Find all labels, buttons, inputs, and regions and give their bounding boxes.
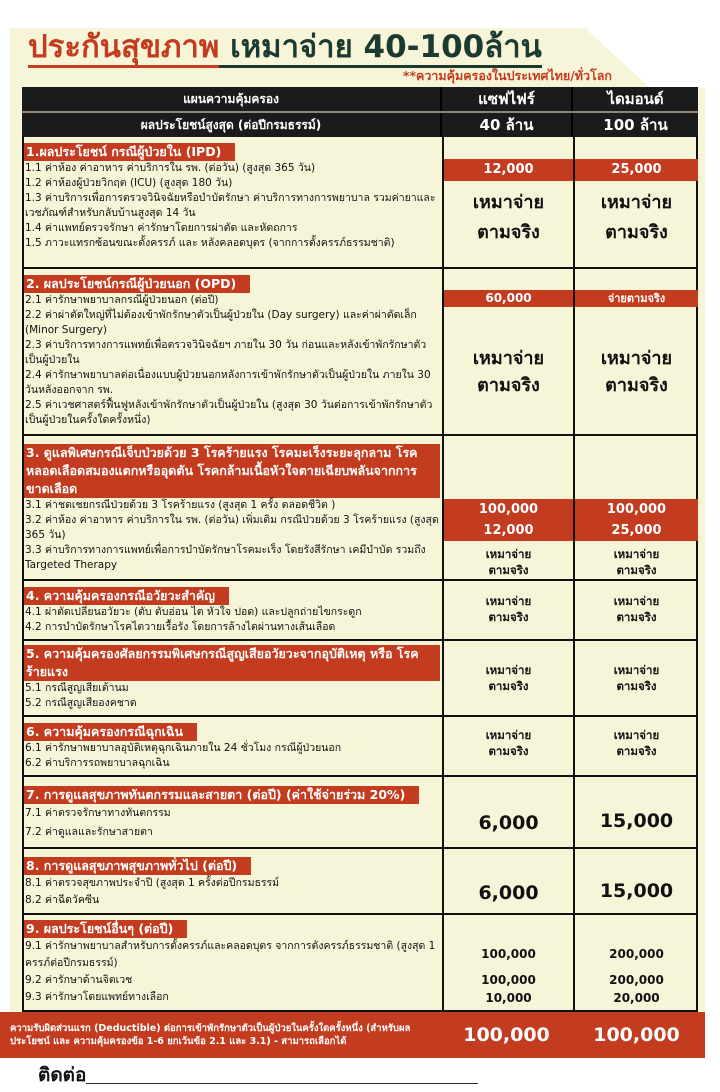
- item: 8.1 ค่าตรวจสุขภาพประจำปี (สูงสุด 1 ครั้งต่อปีกรมธรรม์: [25, 877, 280, 889]
- item: 5.2 กรณีสูญเสียองคชาต: [25, 697, 137, 709]
- section-title: 1.ผลประโยชน์ กรณีผู้ป่วยใน (IPD): [24, 143, 235, 161]
- section-dental-vision: [22, 777, 698, 849]
- item: 2.4 ค่ารักษาพยาบาลต่อเนื่องแบบผู้ป่วยนอกหลังการเข้าพักรักษาตัวเป็นผู้ป่วยใน ภายใน 30 วันหลังออกจาก รพ.: [25, 369, 431, 396]
- section-title: 8. การดูแลสุขภาพสุขภาพทั่วไป (ต่อปี): [24, 857, 251, 875]
- plan-name-sapphire: แซฟไฟร์: [440, 87, 571, 111]
- value-diamond: เหมาจ่าย: [613, 594, 660, 608]
- value-sapphire: 12,000: [444, 159, 573, 181]
- value-sapphire: 12,000: [483, 523, 534, 538]
- value-sapphire: ตามจริง: [488, 679, 529, 693]
- deductible-label: ความรับผิดส่วนแรก (Deductible) ต่อการเข้าพักรักษาตัวเป็นผู้ป่วยในครั้งใดครั้งหนึ่ง (สำหรับผลประโยชน์ และ ความคุ้มครองข้อ 1-6 ยกเว้นข้อ 2.1 และ 3.1) - สามารถเลือกได้: [10, 1023, 411, 1047]
- value-diamond: เหมาจ่าย: [600, 348, 673, 369]
- value-diamond: เหมาจ่าย: [613, 547, 660, 561]
- deductible-row: [0, 1012, 705, 1058]
- value-sapphire: เหมาจ่าย: [485, 594, 532, 608]
- item: 1.1 ค่าห้อง ค่าอาหาร ค่าบริการใน รพ. (ต่อวัน) (สูงสุด 365 วัน): [25, 162, 316, 174]
- value-sapphire: เหมาจ่าย: [485, 663, 532, 677]
- benefits-table: [0, 87, 720, 1092]
- contact-row: [0, 1058, 720, 1092]
- plan-name-diamond: ไดมอนด์: [571, 87, 698, 111]
- contact-label: ติดต่อ: [38, 1064, 87, 1086]
- value-sapphire: ตามจริง: [477, 222, 540, 243]
- value-diamond: ตามจริง: [616, 610, 657, 624]
- value-diamond: 200,000: [609, 947, 664, 961]
- value-sapphire: 10,000: [485, 991, 532, 1005]
- item: 5.1 กรณีสูญเสียเต้านม: [25, 682, 129, 694]
- value-sapphire: ตามจริง: [488, 563, 529, 577]
- value-sapphire: 100,000: [478, 502, 539, 517]
- header-row-max: [22, 113, 698, 137]
- section-general-health: [22, 849, 698, 915]
- value-diamond: เหมาจ่าย: [613, 663, 660, 677]
- value-band: [575, 499, 698, 541]
- section-ipd: [22, 137, 698, 269]
- section-emergency: [22, 717, 698, 777]
- subtitle: **ความคุ้มครองในประเทศไทย/ทั่วโลก: [402, 68, 612, 83]
- deductible-diamond: 100,000: [593, 1024, 680, 1046]
- item: 2.3 ค่าบริการทางการแพทย์เพื่อตรวจวินิจฉัยฯ ภายใน 30 วัน ก่อนและหลังเข้าพักรักษาตัวเป็นผู้ป่วยใน: [25, 339, 427, 366]
- value-diamond: เหมาจ่าย: [600, 192, 673, 213]
- item: 4.1 ผ่าตัดเปลี่ยนอวัยวะ (ตับ ตับอ่อน ไต หัวใจ ปอด) และปลูกถ่ายไขกระดูก: [25, 606, 362, 618]
- value-diamond: 100,000: [606, 502, 667, 517]
- value-diamond: ตามจริง: [616, 563, 657, 577]
- value-diamond: 15,000: [599, 810, 674, 832]
- item: 6.2 ค่าบริการรถพยาบาลฉุกเฉิน: [25, 757, 170, 769]
- section-title: 6. ความคุ้มครองกรณีฉุกเฉิน: [24, 723, 197, 741]
- value-diamond: 25,000: [611, 523, 662, 538]
- value-diamond: เหมาจ่าย: [613, 728, 660, 742]
- section-title: 2. ผลประโยชน์กรณีผู้ป่วยนอก (OPD): [24, 275, 250, 293]
- item: 2.2 ค่าผ่าตัดใหญ่ที่ไม่ต้องเข้าพักรักษาตัวเป็นผู้ป่วยใน (Day surgery) และค่าผ่าตัดเล็ก (Minor Surgery): [25, 309, 417, 336]
- item: 9.1 ค่ารักษาพยาบาลสำหรับการตั้งครรภ์และคลอดบุตร จากการตังครรภ์ธรรมชาติ (สูงสุด 1 ครรภ์ต่อปีกรมธรรม์): [25, 940, 436, 969]
- value-sapphire: 6,000: [478, 812, 539, 834]
- value-diamond: ตามจริง: [605, 375, 668, 396]
- item: 6.1 ค่ารักษาพยาบาลอุบัติเหตุฉุกเฉินภายใน 24 ชั่วโมง กรณีผู้ป่วยนอก: [25, 742, 342, 754]
- value-sapphire: เหมาจ่าย: [485, 547, 532, 561]
- section-title: 4. ความคุ้มครองกรณีอวัยวะสำคัญ: [24, 587, 229, 605]
- contact-line: [86, 1083, 478, 1084]
- section-title: 5. ความคุ้มครองศัลยกรรมพิเศษกรณีสูญเสียอวัยวะจากอุบัติเหตุ หรือ โรคร้ายแรง: [24, 645, 440, 681]
- value-sapphire: เหมาจ่าย: [472, 192, 545, 213]
- header-row-plans: [22, 87, 698, 113]
- value-diamond: 20,000: [613, 991, 660, 1005]
- value-sapphire: 100,000: [481, 973, 536, 987]
- title-part2: เหมาจ่าย 40-100ล้าน: [219, 29, 542, 68]
- value-sapphire: 60,000: [444, 290, 573, 307]
- value-sapphire: ตามจริง: [488, 610, 529, 624]
- value-sapphire: ตามจริง: [477, 375, 540, 396]
- section-title: 9. ผลประโยชน์อื่นๆ (ต่อปี): [24, 920, 187, 938]
- item: 9.3 ค่ารักษาโดยแพทย์ทางเลือก: [25, 991, 169, 1003]
- section-title: 3. ดูแลพิเศษกรณีเจ็บป่วยด้วย 3 โรคร้ายแรง โรคมะเร็งระยะลุกลาม โรคหลอดเลือดสมองแตกหรืออุดตัน โรคกล้ามเนื้อหัวใจตายเฉียบพลันจากการขาดเลือด: [24, 444, 440, 498]
- max-sapphire: 40 ล้าน: [440, 113, 571, 137]
- value-diamond: ตามจริง: [616, 679, 657, 693]
- deductible-sapphire: 100,000: [463, 1024, 550, 1046]
- section-other-benefits: [22, 915, 698, 1012]
- item: 7.1 ค่าตรวจรักษาทางทันตกรรม: [25, 807, 171, 819]
- item: 3.1 ค่าชดเชยกรณีป่วยด้วย 3 โรคร้ายแรง (สูงสุด 1 ครั้ง ตลอดชีวิต ): [25, 499, 336, 511]
- section-critical-illness: [22, 436, 698, 581]
- value-sapphire: 6,000: [478, 882, 539, 904]
- item: 3.2 ค่าห้อง ค่าอาหาร ค่าบริการใน รพ. (ต่อวัน) เพิ่มเติม กรณีป่วยด้วย 3 โรคร้ายแรง (สูงสุด 365 วัน): [25, 514, 439, 541]
- value-sapphire: เหมาจ่าย: [472, 348, 545, 369]
- value-diamond: 200,000: [609, 973, 664, 987]
- section-organ: [22, 581, 698, 641]
- value-sapphire: 100,000: [481, 947, 536, 961]
- item: 1.5 ภาวะแทรกซ้อนขณะตั้งครรภ์ และ หลังคลอดบุตร (จากการตั้งครรภ์ธรรมชาติ): [25, 237, 395, 249]
- value-diamond: ตามจริง: [605, 222, 668, 243]
- item: 1.2 ค่าห้องผู้ป่วยวิกฤต (ICU) (สูงสุด 180 วัน): [25, 177, 233, 189]
- value-sapphire: ตามจริง: [488, 744, 529, 758]
- page-title: [28, 26, 542, 68]
- item: 7.2 ค่าดูแลและรักษาสายตา: [25, 826, 153, 838]
- value-band: [444, 499, 573, 541]
- value-diamond: ตามจริง: [616, 744, 657, 758]
- value-diamond: 15,000: [599, 880, 674, 902]
- item: 3.3 ค่าบริการทางการแพทย์เพื่อการบำบัดรักษาโรคมะเร็ง โดยรังสีรักษา เคมีบำบัด รวมถึง Targeted Therapy: [25, 544, 426, 571]
- plan-label: แผนความคุ้มครอง: [183, 91, 279, 106]
- section-title: 7. การดูแลสุขภาพทันตกรรมและสายตา (ต่อปี) (ค่าใช้จ่ายร่วม 20%): [24, 786, 419, 804]
- item: 2.5 ค่าเวชศาสตร์ฟื้นฟูหลังเข้าพักรักษาตัวเป็นผู้ป่วยใน (สูงสุด 30 วันต่อการเข้าพักรักษาตัวเป็นผู้ป่วยในครั้งใดครั้งหนึ่ง): [25, 399, 433, 426]
- max-diamond: 100 ล้าน: [571, 113, 698, 137]
- title-part1: ประกันสุขภาพ: [28, 29, 219, 68]
- value-sapphire: เหมาจ่าย: [485, 728, 532, 742]
- max-label: ผลประโยชน์สูงสุด (ต่อปีกรมธรรม์): [140, 117, 322, 132]
- section-opd: [22, 269, 698, 436]
- item: 1.3 ค่าบริการเพื่อการตรวจวินิจฉัยหรือบำบัดรักษา ค่าบริการทางการพยาบาล รวมค่ายาและเวชภัณฑ์สำหรับกลับบ้านสูงสุด 14 วัน: [25, 192, 436, 219]
- item: 4.2 การบำบัดรักษาโรคไตวายเรื้อรัง โดยการล้างไตผ่านทางเส้นเลือด: [25, 621, 336, 633]
- item: 8.2 ค่าฉีดวัคซีน: [25, 894, 100, 906]
- item: 2.1 ค่ารักษาพยาบาลกรณีผู้ป่วยนอก (ต่อปี): [25, 294, 219, 306]
- value-diamond: จ่ายตามจริง: [575, 290, 698, 307]
- section-plastic-surgery: [22, 641, 698, 717]
- item: 9.2 ค่ารักษาด้านจิตเวช: [25, 974, 133, 986]
- value-diamond: 25,000: [575, 159, 698, 181]
- item: 1.4 ค่าแพทย์ตรวจรักษา ค่ารักษาโดยการผ่าตัด และหัตถการ: [25, 222, 298, 234]
